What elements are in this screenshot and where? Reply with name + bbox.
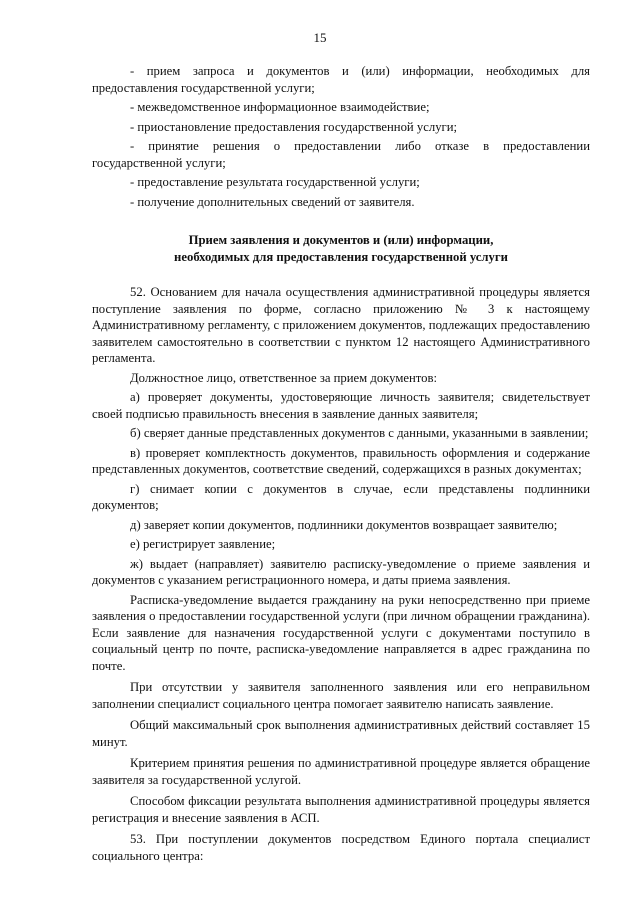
paragraph-max-time: Общий максимальный срок выполнения административных действий составляет 15 минут. [92, 718, 590, 749]
list-item-zh: ж) выдает (направляет) заявителю расписку-уведомление о приеме заявления и документов с указанием регистрационного номера, и даты приема заявления. [92, 556, 590, 587]
list-item-b: б) сверяет данные представленных документов с данными, указанными в заявлении; [130, 426, 589, 440]
list-item: - приостановление предоставления государственной услуги; [130, 119, 458, 134]
paragraph-52: 52. Основанием для начала осуществления административной процедуры является поступление заявления по форме, согласно приложению № 3 к настоящему Административному регламенту, с приложением документов, подлежащих предоставлению заявителем самостоятельно в соответствии с пунктом 12 настоящего Административного регламента. [92, 285, 590, 365]
paragraph-absence: При отсутствии у заявителя заполненного заявления или его неправильном заполнении специалист социального центра помогает заявителю написать заявление. [92, 680, 590, 711]
list-item-g: г) снимает копии с документов в случае, если представлены подлинники документов; [92, 481, 590, 512]
section-heading-line: Прием заявления и документов и (или) информации, [188, 233, 494, 247]
paragraph-fixation: Способом фиксации результата выполнения административной процедуры является регистрация и внесение заявления в АСП. [92, 794, 590, 825]
paragraph-receipt: Расписка-уведомление выдается гражданину на руки непосредственно при приеме заявления о предоставлении государственной услуги (при личном обращении гражданина). Если заявление для назначения государственной услуги с документами поступило в социальный центр по почте, расписка-уведомление направляется в адрес гражданина по почте. [92, 592, 590, 673]
list-item: - принятие решения о предоставлении либо отказе в предоставлении государственной услуги; [92, 139, 590, 170]
paragraph-official: Должностное лицо, ответственное за прием документов: [130, 370, 438, 385]
paragraph-criterion: Критерием принятия решения по административной процедуре является обращение заявителя за государственной услугой. [92, 756, 590, 787]
paragraph-53: 53. При поступлении документов посредством Единого портала специалист социального центра: [92, 832, 590, 863]
list-item: - получение дополнительных сведений от заявителя. [130, 194, 415, 209]
list-item: - прием запроса и документов и (или) информации, необходимых для предоставления государственной услуги; [92, 64, 590, 95]
section-heading [92, 232, 590, 265]
page-number: 15 [313, 30, 327, 45]
list-item-e: е) регистрирует заявление; [130, 537, 276, 551]
list-item-a: а) проверяет документы, удостоверяющие личность заявителя; свидетельствует своей подписью правильность внесения в заявление данных заявителя; [92, 390, 590, 421]
list-item: - межведомственное информационное взаимодействие; [130, 100, 430, 114]
document-body [92, 63, 590, 864]
section-heading-line: необходимых для предоставления государственной услуги [174, 249, 508, 264]
list-item: - предоставление результата государственной услуги; [130, 175, 420, 189]
list-item-d: д) заверяет копии документов, подлинники документов возвращает заявителю; [130, 517, 558, 532]
list-item-v: в) проверяет комплектность документов, правильность оформления и содержание представленных документов, соответствие сведений, содержащихся в разных документах; [92, 445, 590, 476]
